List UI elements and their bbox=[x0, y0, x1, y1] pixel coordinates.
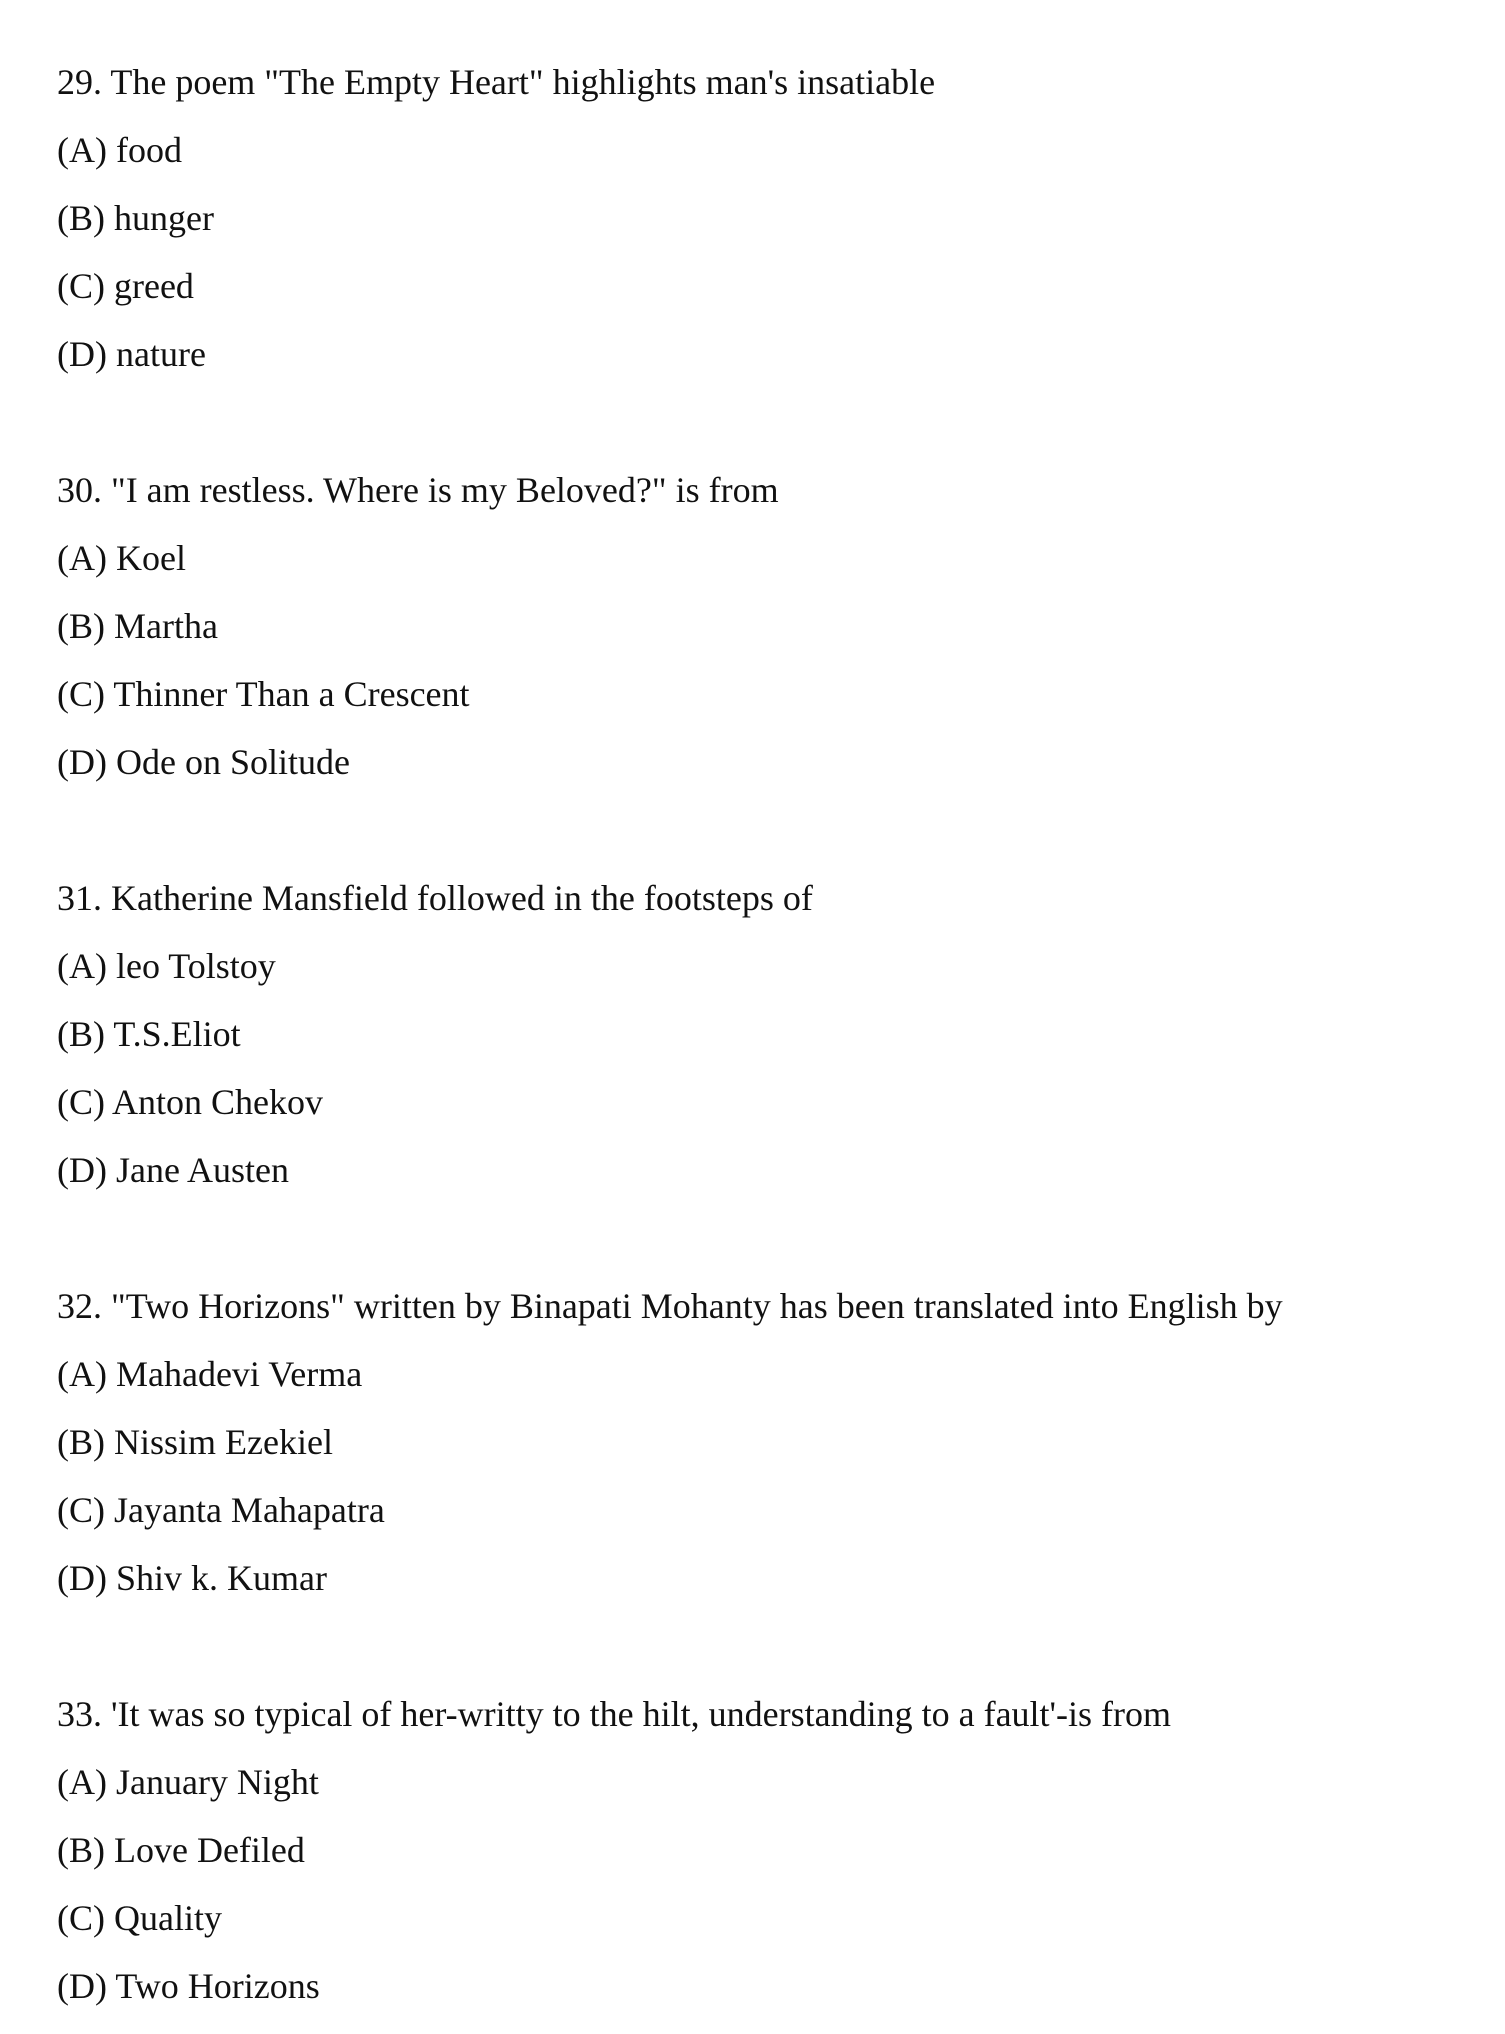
question-31-option-d: (D) Jane Austen bbox=[57, 1150, 289, 1190]
question-33-stem: 33. 'It was so typical of her-writty to the hilt, understanding to a fault'-is from bbox=[57, 1694, 1172, 1734]
question-29-option-b: (B) hunger bbox=[57, 198, 214, 238]
question-29-stem: 29. The poem "The Empty Heart" highlights man's insatiable bbox=[57, 62, 936, 102]
question-31-option-b: (B) T.S.Eliot bbox=[57, 1014, 241, 1054]
question-33-option-d: (D) Two Horizons bbox=[57, 1966, 320, 2006]
question-29-option-d: (D) nature bbox=[57, 334, 206, 374]
question-32-option-d: (D) Shiv k. Kumar bbox=[57, 1558, 327, 1598]
question-31-option-a: (A) leo Tolstoy bbox=[57, 946, 276, 986]
question-30-option-b: (B) Martha bbox=[57, 606, 218, 646]
question-31-stem: 31. Katherine Mansfield followed in the footsteps of bbox=[57, 878, 813, 918]
question-29-option-a: (A) food bbox=[57, 130, 182, 170]
question-32-option-b: (B) Nissim Ezekiel bbox=[57, 1422, 333, 1462]
question-33-option-c: (C) Quality bbox=[57, 1898, 222, 1938]
question-30-stem: 30. "I am restless. Where is my Beloved?" is from bbox=[57, 470, 779, 510]
question-32-option-c: (C) Jayanta Mahapatra bbox=[57, 1490, 385, 1530]
question-29-option-c: (C) greed bbox=[57, 266, 194, 306]
question-32-stem: 32. "Two Horizons" written by Binapati Mohanty has been translated into English by bbox=[57, 1286, 1283, 1326]
question-32-option-a: (A) Mahadevi Verma bbox=[57, 1354, 363, 1394]
question-30-option-d: (D) Ode on Solitude bbox=[57, 742, 350, 782]
question-30-option-a: (A) Koel bbox=[57, 538, 186, 578]
question-33-option-b: (B) Love Defiled bbox=[57, 1830, 305, 1870]
question-33-option-a: (A) January Night bbox=[57, 1762, 319, 1802]
question-31-option-c: (C) Anton Chekov bbox=[57, 1082, 323, 1122]
question-30-option-c: (C) Thinner Than a Crescent bbox=[57, 674, 470, 714]
